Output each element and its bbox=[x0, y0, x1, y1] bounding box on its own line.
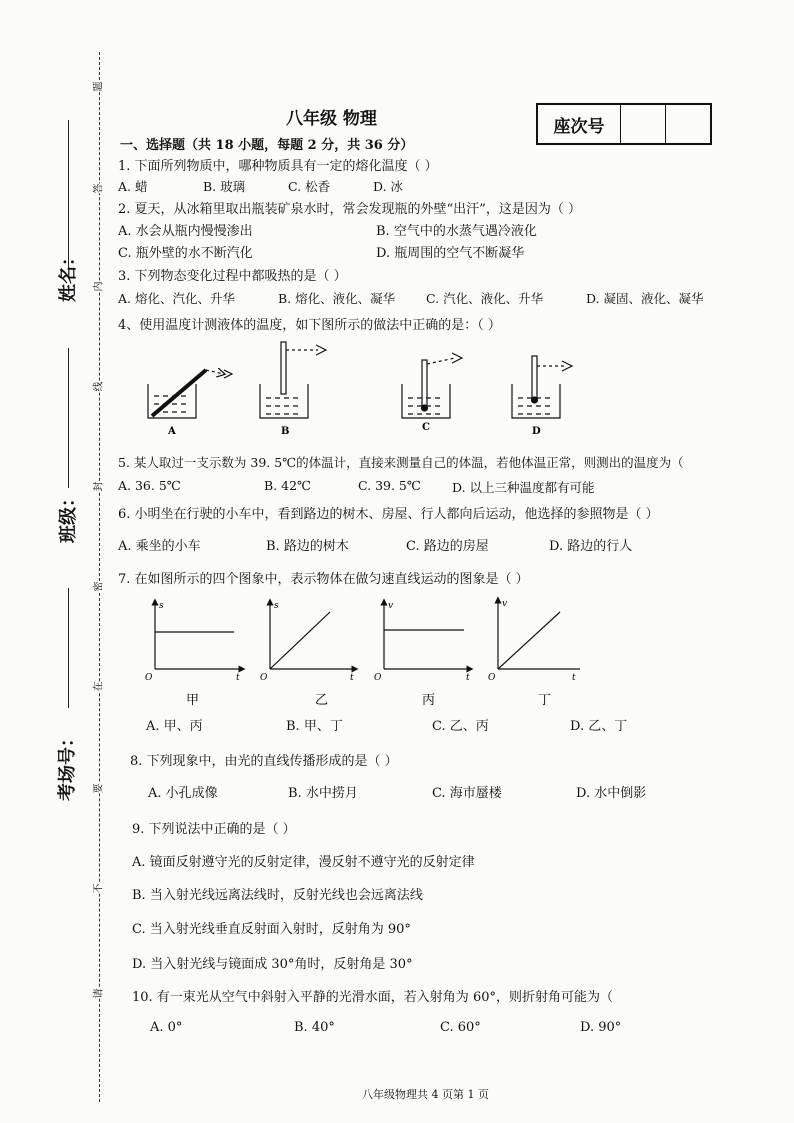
q2-stem: 2. 夏天，从冰箱里取出瓶装矿泉水时，常会发现瓶的外壁“出汗”，这是因为（ ） bbox=[118, 202, 581, 217]
graph-bing-caption: 丙 bbox=[422, 693, 436, 708]
q4-label-c: C bbox=[422, 422, 430, 433]
q2-option: B. 空气中的水蒸气遇冷液化 bbox=[376, 224, 537, 239]
binding-char: 在 bbox=[89, 682, 106, 692]
name-label: 姓名： bbox=[58, 248, 79, 302]
q10-option: D. 90° bbox=[580, 1020, 622, 1035]
q8-option: C. 海市蜃楼 bbox=[432, 786, 502, 801]
graph-jia-ylabel: s bbox=[159, 601, 164, 611]
class-blank-line[interactable] bbox=[68, 348, 69, 488]
q2-option: A. 水会从瓶内慢慢渗出 bbox=[118, 224, 253, 239]
q8-option: B. 水中捞月 bbox=[288, 786, 358, 801]
q3-option: A. 熔化、汽化、升华 bbox=[118, 291, 235, 306]
q1-stem: 1. 下面所列物质中，哪种物质具有一定的熔化温度（ ） bbox=[118, 159, 438, 174]
page-footer: 八年级物理共 4 页第 1 页 bbox=[362, 1088, 489, 1101]
q3-option: C. 汽化、液化、升华 bbox=[426, 291, 544, 306]
binding-char: 请 bbox=[89, 989, 106, 999]
q4-label-d: D bbox=[532, 426, 541, 437]
graph-jia-origin: O bbox=[145, 673, 153, 683]
graph-jia-xlabel: t bbox=[236, 673, 240, 683]
binding-char: 内 bbox=[89, 282, 106, 292]
graph-bing-ylabel: v bbox=[388, 601, 394, 611]
q6-option: B. 路边的树木 bbox=[266, 539, 349, 554]
q9-option: D. 当入射光线与镜面成 30°角时，反射角是 30° bbox=[132, 957, 413, 972]
graph-jia-caption: 甲 bbox=[186, 693, 200, 708]
exam-room-label: 考场号： bbox=[57, 729, 78, 801]
q6-option: A. 乘坐的小车 bbox=[118, 539, 201, 554]
q10-option: C. 60° bbox=[440, 1020, 481, 1035]
graph-ding-ylabel: v bbox=[502, 599, 508, 609]
q4-label-a: A bbox=[168, 426, 176, 437]
binding-char: 密 bbox=[89, 582, 106, 592]
graph-yi-line bbox=[270, 612, 330, 669]
q5-option: C. 39. 5℃ bbox=[358, 478, 421, 493]
q7-option: B. 甲、丁 bbox=[286, 719, 343, 734]
q7-option: C. 乙、丙 bbox=[432, 719, 489, 734]
binding-char: 要 bbox=[89, 784, 106, 794]
q1-option: B. 玻璃 bbox=[203, 179, 246, 194]
binding-char: 答 bbox=[89, 184, 106, 194]
q3-option: B. 熔化、液化、凝华 bbox=[278, 291, 396, 306]
beaker-b bbox=[260, 342, 326, 418]
q1-option: A. 蜡 bbox=[118, 179, 148, 194]
graph-yi bbox=[270, 602, 355, 669]
q1-option: D. 冰 bbox=[373, 179, 404, 194]
q4-label-b: B bbox=[281, 426, 290, 437]
graph-ding-xlabel: t bbox=[572, 673, 576, 683]
beaker-c bbox=[402, 353, 462, 418]
q9-stem: 9. 下列说法中正确的是（ ） bbox=[132, 822, 296, 837]
q3-stem: 3. 下列物态变化过程中都吸热的是（ ） bbox=[118, 269, 347, 284]
binding-char: 不 bbox=[89, 884, 106, 894]
q10-option: B. 40° bbox=[294, 1020, 335, 1035]
q5-option: A. 36. 5℃ bbox=[118, 478, 181, 493]
class-label: 班级： bbox=[58, 489, 79, 543]
q7-option: D. 乙、丁 bbox=[570, 719, 628, 734]
section-heading: 一、选择题（共 18 小题，每题 2 分，共 36 分） bbox=[120, 138, 414, 153]
beaker-a bbox=[148, 370, 232, 418]
binding-char: 封 bbox=[89, 482, 106, 492]
q6-option: D. 路边的行人 bbox=[549, 539, 633, 554]
q10-option: A. 0° bbox=[150, 1020, 183, 1035]
q2-option: C. 瓶外壁的水不断汽化 bbox=[118, 246, 253, 261]
seat-number-box bbox=[536, 103, 712, 145]
q6-option: C. 路边的房屋 bbox=[406, 539, 489, 554]
graph-bing-origin: O bbox=[374, 673, 382, 683]
q5-option: D. 以上三种温度都有可能 bbox=[452, 480, 595, 495]
q7-stem: 7. 在如图所示的四个图象中，表示物体在做匀速直线运动的图象是（ ） bbox=[118, 572, 529, 587]
graph-yi-caption: 乙 bbox=[315, 693, 329, 708]
q8-stem: 8. 下列现象中，由光的直线传播形成的是（ ） bbox=[130, 754, 398, 769]
q8-option: D. 水中倒影 bbox=[576, 786, 647, 801]
seat-label: 座次号 bbox=[538, 105, 621, 143]
graph-ding-caption: 丁 bbox=[538, 693, 552, 708]
q3-option: D. 凝固、液化、凝华 bbox=[586, 291, 704, 306]
q9-option: C. 当入射光线垂直反射面入射时，反射角为 90° bbox=[132, 922, 411, 937]
q4-stem: 4、使用温度计测液体的温度，如下图所示的做法中正确的是：（ ） bbox=[118, 318, 501, 333]
q9-option: B. 当入射光线远离法线时，反射光线也会远离法线 bbox=[132, 888, 423, 903]
q10-stem: 10. 有一束光从空气中斜射入平静的光滑水面，若入射角为 60°，则折射角可能为（ bbox=[132, 990, 613, 1005]
graph-ding-origin: O bbox=[488, 673, 496, 683]
binding-char: 题 bbox=[89, 82, 106, 92]
q7-option: A. 甲、丙 bbox=[146, 719, 203, 734]
q9-option: A. 镜面反射遵守光的反射定律，漫反射不遵守光的反射定律 bbox=[132, 855, 475, 870]
graph-yi-xlabel: t bbox=[350, 673, 354, 683]
graph-ding bbox=[498, 600, 580, 669]
graph-yi-origin: O bbox=[260, 673, 268, 683]
q5-option: B. 42℃ bbox=[264, 478, 312, 493]
q2-option: D. 瓶周围的空气不断凝华 bbox=[376, 246, 525, 261]
binding-dashed-line bbox=[99, 52, 100, 1102]
graph-bing-xlabel: t bbox=[466, 673, 470, 683]
exam-room-blank-line[interactable] bbox=[68, 588, 69, 708]
page-title: 八年级 物理 bbox=[286, 109, 377, 129]
graph-ding-line bbox=[498, 612, 560, 669]
seat-cell[interactable] bbox=[621, 105, 666, 143]
graph-jia bbox=[155, 602, 242, 669]
q8-option: A. 小孔成像 bbox=[148, 786, 218, 801]
q6-stem: 6. 小明坐在行驶的小车中，看到路边的树木、房屋、行人都向后运动，他选择的参照物是（ ） bbox=[118, 507, 659, 522]
beaker-d bbox=[512, 356, 572, 418]
graph-bing bbox=[384, 602, 470, 669]
q7-motion-graphs bbox=[140, 594, 580, 709]
q1-option: C. 松香 bbox=[288, 179, 331, 194]
graph-yi-ylabel: s bbox=[274, 601, 279, 611]
q4-thermometer-figure bbox=[140, 338, 580, 438]
binding-char: 线 bbox=[89, 382, 106, 392]
seat-cell[interactable] bbox=[666, 105, 710, 143]
q5-stem: 5. 某人取过一支示数为 39. 5℃的体温计，直接来测量自己的体温，若他体温正常，则测出的温度为（ bbox=[118, 455, 684, 470]
